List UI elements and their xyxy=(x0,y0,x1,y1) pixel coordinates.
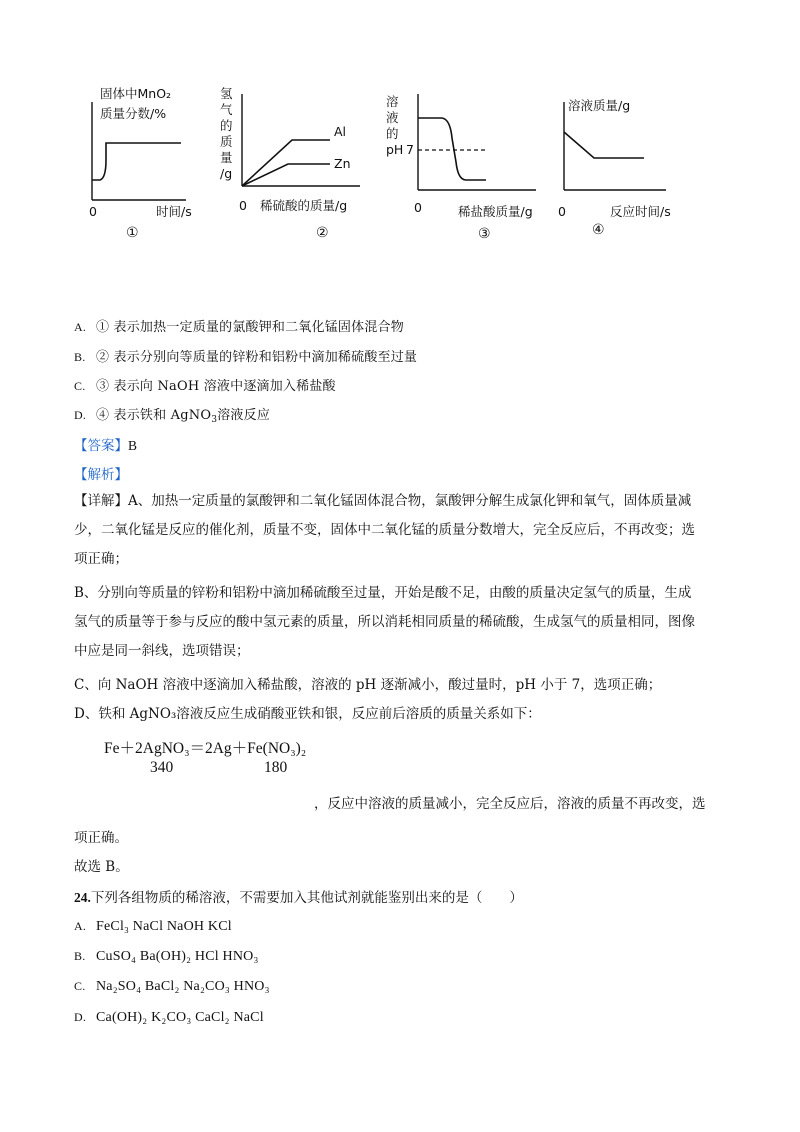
figure-2-curve-zn xyxy=(242,164,330,186)
figure-3-ylabel-0: 溶 xyxy=(386,94,399,109)
option-b-text: ② 表示分别向等质量的锌粉和铝粉中滴加稀硫酸至过量 xyxy=(96,350,418,365)
figure-1-number: ① xyxy=(126,225,139,241)
figure-2-ylabel-5: /g xyxy=(220,166,233,181)
question-24-stem xyxy=(74,886,523,906)
figure-3-tick-7: 7 xyxy=(406,142,414,157)
figure-1-ylabel-line1: 固体中MnO₂ xyxy=(100,86,172,101)
explanation-line-4: B、分别向等质量的锌粉和铝粉中滴加稀硫酸至过量，开始是酸不足，由酸的质量决定氢气的质量，生成 xyxy=(74,585,692,601)
option-c-text: ③ 表示向 NaOH 溶液中逐滴加入稀盐酸 xyxy=(96,379,336,394)
figure-2-origin: 0 xyxy=(239,198,247,213)
figure-1 xyxy=(86,80,196,241)
figure-3-number: ③ xyxy=(478,226,491,242)
figure-3-curve xyxy=(418,118,486,180)
mass-180: 180 xyxy=(264,759,288,776)
figure-2-ylabel-2: 的 xyxy=(220,118,233,133)
figure-2 xyxy=(220,86,370,241)
conclusion: 故选 B。 xyxy=(74,859,129,875)
figure-1-curve xyxy=(92,143,181,180)
figure-2-ylabel-3: 质 xyxy=(220,134,233,149)
option-a-text: ① 表示加热一定质量的氯酸钾和二氧化锰固体混合物 xyxy=(96,320,404,335)
figure-3-ylabel-2: 的 xyxy=(386,126,399,141)
figure-3 xyxy=(386,90,546,240)
explanation-line-1 xyxy=(74,491,691,511)
explanation-line-2: 少，二氧化锰是反应的催化剂，质量不变，固体中二氧化锰的质量分数增大，完全反应后，不再改变；选 xyxy=(74,522,695,538)
figure-1-graph xyxy=(86,80,196,230)
q24-option-b-text: CuSO₄ Ba(OH)₂ HCl HNO₃ xyxy=(96,949,259,964)
equation-followup: ，反应中溶液的质量减小，完全反应后，溶液的质量不再改变，选 xyxy=(314,796,706,812)
figure-2-number: ② xyxy=(316,225,329,241)
figure-3-ylabel-3: pH xyxy=(386,142,404,157)
option-d-key: D. xyxy=(74,408,87,422)
option-a-key: A. xyxy=(74,320,87,334)
answer-label: 【答案】 xyxy=(74,438,128,454)
q24-option-c-text: Na₂SO₄ BaCl₂ Na₂CO₃ HNO₃ xyxy=(96,979,270,994)
figure-2-ylabel-0: 氢 xyxy=(220,86,233,101)
q24-option-b xyxy=(74,949,259,965)
figure-2-ylabel-1: 气 xyxy=(220,102,233,117)
figure-2-ylabel-4: 量 xyxy=(220,150,233,165)
q24-option-d-text: Ca(OH)₂ K₂CO₃ CaCl₂ NaCl xyxy=(96,1010,264,1025)
explanation-line-5: 氢气的质量等于参与反应的酸中氢元素的质量，所以消耗相同质量的稀硫酸，生成氢气的质量相同，图像 xyxy=(74,614,695,630)
detail-label: 【详解】 xyxy=(74,493,128,509)
option-d-sub: 3 xyxy=(211,415,218,425)
figure-1-origin: 0 xyxy=(89,204,97,219)
option-d-text-pre: ④ 表示铁和 AgNO xyxy=(96,408,212,423)
question-24-text: 下列各组物质的稀溶液，不需要加入其他试剂就能鉴别出来的是（ ） xyxy=(90,890,523,906)
option-d xyxy=(74,404,270,423)
answer-line xyxy=(74,434,137,454)
explanation-line-8: D、铁和 AgNO₃溶液反应生成硝酸亚铁和银，反应前后溶质的质量关系如下： xyxy=(74,706,541,722)
figure-4-graph xyxy=(556,90,706,240)
option-b-key: B. xyxy=(74,350,86,364)
figure-2-xlabel: 稀硫酸的质量/g xyxy=(260,198,348,213)
q24-option-d-key: D. xyxy=(74,1010,87,1024)
option-c-key: C. xyxy=(74,379,86,393)
q24-option-d xyxy=(74,1010,264,1026)
answer-value: B xyxy=(128,438,138,453)
option-a xyxy=(74,316,404,335)
option-d-text-post: 溶液反应 xyxy=(217,408,271,423)
figure-1-xlabel: 时间/s xyxy=(156,204,192,219)
figure-1-ylabel-line2: 质量分数/% xyxy=(100,106,167,121)
reaction-equation: Fe＋2AgNO₃＝2Ag＋Fe(NO₃)₂ xyxy=(104,740,307,757)
figure-3-graph xyxy=(386,90,546,240)
explanation-line-end: 项正确。 xyxy=(74,830,128,846)
option-b xyxy=(74,346,417,365)
q24-option-a-text: FeCl₃ NaCl NaOH KCl xyxy=(96,919,232,934)
figure-4-origin: 0 xyxy=(558,204,566,219)
mass-340: 340 xyxy=(150,759,174,776)
explanation-line-7: C、向 NaOH 溶液中逐滴加入稀盐酸，溶液的 pH 逐渐减小，酸过量时，pH 小于 7，选项正确； xyxy=(74,677,662,693)
figure-3-xlabel: 稀盐酸质量/g xyxy=(458,204,533,219)
q24-option-c-key: C. xyxy=(74,979,86,993)
option-c xyxy=(74,375,336,394)
q24-option-a-key: A. xyxy=(74,919,87,933)
q24-option-c xyxy=(74,979,270,995)
question-24-number: 24. xyxy=(74,890,91,905)
figure-4-number: ④ xyxy=(592,222,605,238)
explanation-text-1: A、加热一定质量的氯酸钾和二氧化锰固体混合物，氯酸钾分解生成氯化钾和氧气，固体质量减 xyxy=(128,493,692,509)
figure-4-ylabel: 溶液质量/g xyxy=(568,98,631,113)
figure-4-curve xyxy=(564,132,644,158)
figure-3-origin: 0 xyxy=(414,200,422,215)
q24-option-b-key: B. xyxy=(74,949,86,963)
q24-option-a xyxy=(74,919,232,935)
figure-2-label-al: Al xyxy=(334,124,347,139)
figure-2-label-zn: Zn xyxy=(334,156,351,171)
figure-4-xlabel: 反应时间/s xyxy=(610,204,671,219)
figure-4 xyxy=(556,90,706,240)
figure-3-ylabel-1: 液 xyxy=(386,110,399,125)
figure-2-graph xyxy=(220,86,370,236)
analysis-label: 【解析】 xyxy=(74,467,128,483)
explanation-line-6: 中应是同一斜线，选项错误； xyxy=(74,643,250,659)
explanation-line-3: 项正确； xyxy=(74,551,128,567)
